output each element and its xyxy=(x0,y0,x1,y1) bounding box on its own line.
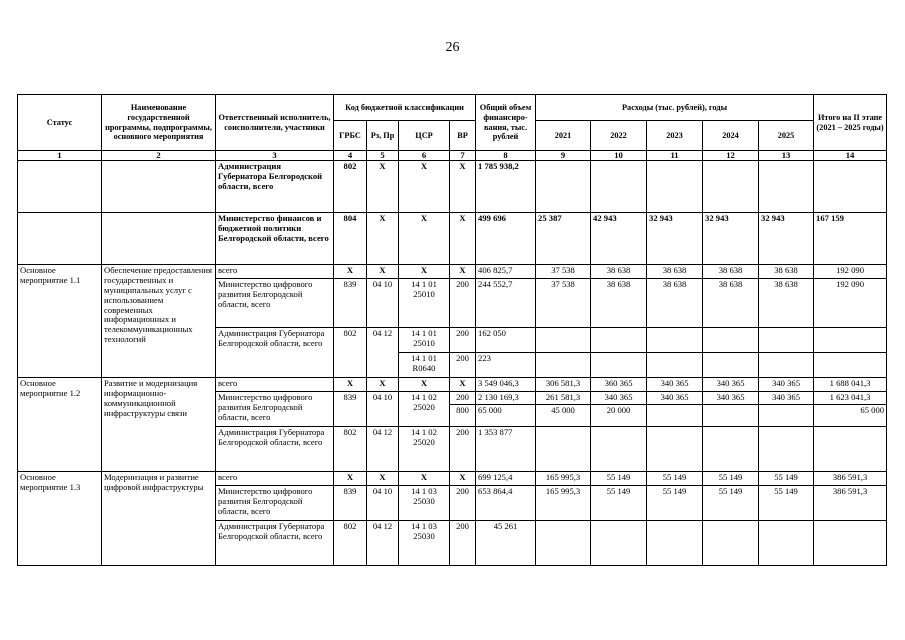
y2022-cell: 42 943 xyxy=(591,213,647,265)
itogo-cell: 386 591,3 xyxy=(814,472,887,486)
vr-cell: 200 xyxy=(450,427,476,472)
page-number: 26 xyxy=(445,40,460,55)
table-row xyxy=(18,472,887,486)
y2021-cell: 25 387 xyxy=(536,213,591,265)
y2021-cell: 45 000 xyxy=(536,405,591,427)
col-num: 9 xyxy=(536,151,591,161)
grbs-cell: 804 xyxy=(334,213,367,265)
col-num: 13 xyxy=(759,151,814,161)
grbs-cell: 802 xyxy=(334,161,367,213)
total-cell: 3 549 046,3 xyxy=(476,378,536,392)
col-num: 7 xyxy=(450,151,476,161)
y2023-cell: 38 638 xyxy=(647,279,703,328)
itogo-cell: 192 090 xyxy=(814,265,887,279)
itogo-cell: 167 159 xyxy=(814,213,887,265)
grbs-cell: 802 xyxy=(334,328,367,378)
budget-table xyxy=(17,94,887,566)
y2025-cell xyxy=(759,405,814,427)
y2025-cell: 38 638 xyxy=(759,279,814,328)
responsible-cell: Министерство цифрового развития Белгородской области, всего xyxy=(216,486,334,521)
rzpr-cell: Х xyxy=(367,378,399,392)
header-responsible: Ответственный исполнитель, соисполнители, участники xyxy=(216,95,334,151)
y2021-cell xyxy=(536,328,591,353)
header-vr: ВР xyxy=(450,121,476,151)
vr-cell: 200 xyxy=(450,486,476,521)
header-total-volume: Общий объем финансиро-вания, тыс. рублей xyxy=(476,95,536,151)
y2021-cell: 261 581,3 xyxy=(536,392,591,405)
csr-cell: 14 1 03 25030 xyxy=(399,521,450,566)
y2024-cell xyxy=(703,521,759,566)
y2024-cell: 38 638 xyxy=(703,279,759,328)
header-name: Наименование государственной программы, подпрограммы, основного мероприятия xyxy=(102,95,216,151)
itogo-cell xyxy=(814,353,887,378)
col-num: 4 xyxy=(334,151,367,161)
header-itogo: Итого на II этапе (2021 – 2025 годы) xyxy=(814,95,887,151)
itogo-cell: 1 688 041,3 xyxy=(814,378,887,392)
total-cell: 653 864,4 xyxy=(476,486,536,521)
rzpr-cell: Х xyxy=(367,213,399,265)
name-cell xyxy=(102,213,216,265)
total-cell: 699 125,4 xyxy=(476,472,536,486)
header-2022: 2022 xyxy=(591,121,647,151)
y2025-cell: 55 149 xyxy=(759,472,814,486)
table-row xyxy=(18,378,887,392)
vr-cell: Х xyxy=(450,213,476,265)
responsible-cell: Администрация Губернатора Белгородской области, всего xyxy=(216,427,334,472)
y2025-cell: 32 943 xyxy=(759,213,814,265)
y2023-cell xyxy=(647,161,703,213)
y2023-cell: 55 149 xyxy=(647,472,703,486)
responsible-cell: всего xyxy=(216,472,334,486)
y2025-cell xyxy=(759,328,814,353)
y2025-cell xyxy=(759,427,814,472)
csr-cell: Х xyxy=(399,161,450,213)
y2025-cell xyxy=(759,161,814,213)
itogo-cell xyxy=(814,328,887,353)
y2022-cell: 360 365 xyxy=(591,378,647,392)
responsible-cell: Администрация Губернатора Белгородской области, всего xyxy=(216,161,334,213)
y2024-cell xyxy=(703,405,759,427)
total-cell: 2 130 169,3 xyxy=(476,392,536,405)
y2022-cell xyxy=(591,427,647,472)
col-num: 8 xyxy=(476,151,536,161)
total-cell: 406 825,7 xyxy=(476,265,536,279)
y2024-cell xyxy=(703,328,759,353)
csr-cell: Х xyxy=(399,213,450,265)
column-number-row xyxy=(18,151,887,161)
responsible-cell: Министерство финансов и бюджетной политики Белгородской области, всего xyxy=(216,213,334,265)
y2024-cell: 38 638 xyxy=(703,265,759,279)
csr-cell: 14 1 01 R0640 xyxy=(399,353,450,378)
rzpr-cell: Х xyxy=(367,161,399,213)
csr-cell: 14 1 01 25010 xyxy=(399,328,450,353)
y2022-cell: 55 149 xyxy=(591,486,647,521)
y2022-cell xyxy=(591,328,647,353)
total-cell: 45 261 xyxy=(476,521,536,566)
vr-cell: Х xyxy=(450,265,476,279)
responsible-cell: Администрация Губернатора Белгородской области, всего xyxy=(216,328,334,378)
y2024-cell: 32 943 xyxy=(703,213,759,265)
y2023-cell xyxy=(647,427,703,472)
status-cell xyxy=(18,161,102,213)
y2021-cell xyxy=(536,353,591,378)
csr-cell: 14 1 03 25030 xyxy=(399,486,450,521)
y2024-cell: 55 149 xyxy=(703,472,759,486)
y2023-cell: 32 943 xyxy=(647,213,703,265)
y2022-cell: 340 365 xyxy=(591,392,647,405)
responsible-cell: Министерство цифрового развития Белгородской области, всего xyxy=(216,279,334,328)
csr-cell: 14 1 02 25020 xyxy=(399,392,450,427)
col-num: 11 xyxy=(647,151,703,161)
col-num: 5 xyxy=(367,151,399,161)
vr-cell: Х xyxy=(450,378,476,392)
status-cell xyxy=(18,213,102,265)
grbs-cell: Х xyxy=(334,378,367,392)
header-status: Статус xyxy=(18,95,102,151)
y2025-cell: 38 638 xyxy=(759,265,814,279)
rzpr-cell: 04 10 xyxy=(367,279,399,328)
csr-cell: Х xyxy=(399,378,450,392)
col-num: 10 xyxy=(591,151,647,161)
rzpr-cell: Х xyxy=(367,265,399,279)
table-row xyxy=(18,213,887,265)
y2021-cell xyxy=(536,521,591,566)
responsible-cell: всего xyxy=(216,265,334,279)
y2021-cell xyxy=(536,427,591,472)
csr-cell: 14 1 02 25020 xyxy=(399,427,450,472)
y2023-cell: 340 365 xyxy=(647,392,703,405)
total-cell: 162 050 xyxy=(476,328,536,353)
y2021-cell: 165 995,3 xyxy=(536,472,591,486)
itogo-cell: 1 623 041,3 xyxy=(814,392,887,405)
vr-cell: 200 xyxy=(450,521,476,566)
itogo-cell: 386 591,3 xyxy=(814,486,887,521)
header-budget-code: Код бюджетной классификации xyxy=(334,95,476,121)
y2024-cell xyxy=(703,161,759,213)
y2022-cell: 38 638 xyxy=(591,279,647,328)
header-2024: 2024 xyxy=(703,121,759,151)
vr-cell: 200 xyxy=(450,279,476,328)
y2021-cell xyxy=(536,161,591,213)
y2021-cell: 37 538 xyxy=(536,265,591,279)
vr-cell: 200 xyxy=(450,392,476,405)
rzpr-cell: 04 12 xyxy=(367,328,399,378)
responsible-cell: Министерство цифрового развития Белгородской области, всего xyxy=(216,392,334,427)
itogo-cell: 192 090 xyxy=(814,279,887,328)
y2022-cell xyxy=(591,161,647,213)
rzpr-cell: 04 10 xyxy=(367,486,399,521)
header-rzpr: Рз, Пр xyxy=(367,121,399,151)
total-cell: 499 696 xyxy=(476,213,536,265)
y2022-cell: 38 638 xyxy=(591,265,647,279)
vr-cell: 200 xyxy=(450,328,476,353)
name-cell: Развитие и модернизация информационно-коммуникационной инфраструктуры связи xyxy=(102,378,216,472)
header-2025: 2025 xyxy=(759,121,814,151)
y2022-cell: 55 149 xyxy=(591,472,647,486)
rzpr-cell: 04 12 xyxy=(367,427,399,472)
rzpr-cell: 04 12 xyxy=(367,521,399,566)
grbs-cell: 839 xyxy=(334,279,367,328)
y2025-cell: 340 365 xyxy=(759,392,814,405)
y2025-cell: 55 149 xyxy=(759,486,814,521)
y2023-cell xyxy=(647,353,703,378)
csr-cell: Х xyxy=(399,265,450,279)
status-cell: Основное мероприятие 1.2 xyxy=(18,378,102,472)
name-cell: Модернизация и развитие цифровой инфраструктуры xyxy=(102,472,216,566)
col-num: 12 xyxy=(703,151,759,161)
y2024-cell: 55 149 xyxy=(703,486,759,521)
y2024-cell: 340 365 xyxy=(703,378,759,392)
table-row xyxy=(18,161,887,213)
total-cell: 65 000 xyxy=(476,405,536,427)
y2023-cell: 340 365 xyxy=(647,378,703,392)
grbs-cell: 839 xyxy=(334,486,367,521)
y2021-cell: 37 538 xyxy=(536,279,591,328)
csr-cell: Х xyxy=(399,472,450,486)
y2024-cell: 340 365 xyxy=(703,392,759,405)
col-num: 3 xyxy=(216,151,334,161)
total-cell: 244 552,7 xyxy=(476,279,536,328)
header-csr: ЦСР xyxy=(399,121,450,151)
header-2021: 2021 xyxy=(536,121,591,151)
itogo-cell xyxy=(814,161,887,213)
header-expenses: Расходы (тыс. рублей), годы xyxy=(536,95,814,121)
itogo-cell: 65 000 xyxy=(814,405,887,427)
status-cell: Основное мероприятие 1.3 xyxy=(18,472,102,566)
col-num: 1 xyxy=(18,151,102,161)
col-num: 14 xyxy=(814,151,887,161)
y2022-cell xyxy=(591,353,647,378)
y2025-cell xyxy=(759,521,814,566)
grbs-cell: 802 xyxy=(334,427,367,472)
rzpr-cell: 04 10 xyxy=(367,392,399,427)
rzpr-cell: Х xyxy=(367,472,399,486)
csr-cell: 14 1 01 25010 xyxy=(399,279,450,328)
grbs-cell: Х xyxy=(334,265,367,279)
itogo-cell xyxy=(814,427,887,472)
total-cell: 1 785 938,2 xyxy=(476,161,536,213)
y2024-cell xyxy=(703,353,759,378)
y2023-cell: 38 638 xyxy=(647,265,703,279)
grbs-cell: Х xyxy=(334,472,367,486)
y2023-cell: 55 149 xyxy=(647,486,703,521)
total-cell: 223 xyxy=(476,353,536,378)
y2025-cell: 340 365 xyxy=(759,378,814,392)
y2024-cell xyxy=(703,427,759,472)
header-2023: 2023 xyxy=(647,121,703,151)
responsible-cell: Администрация Губернатора Белгородской области, всего xyxy=(216,521,334,566)
y2021-cell: 306 581,3 xyxy=(536,378,591,392)
vr-cell: 200 xyxy=(450,353,476,378)
total-cell: 1 353 877 xyxy=(476,427,536,472)
vr-cell: 800 xyxy=(450,405,476,427)
y2022-cell: 20 000 xyxy=(591,405,647,427)
itogo-cell xyxy=(814,521,887,566)
y2023-cell xyxy=(647,405,703,427)
y2023-cell xyxy=(647,328,703,353)
grbs-cell: 802 xyxy=(334,521,367,566)
y2023-cell xyxy=(647,521,703,566)
vr-cell: Х xyxy=(450,472,476,486)
y2025-cell xyxy=(759,353,814,378)
responsible-cell: всего xyxy=(216,378,334,392)
col-num: 2 xyxy=(102,151,216,161)
name-cell: Обеспечение предоставления государственных и муниципальных услуг с использованием современных информационных и телекоммуникационных технологий xyxy=(102,265,216,378)
grbs-cell: 839 xyxy=(334,392,367,427)
y2022-cell xyxy=(591,521,647,566)
header-grbs: ГРБС xyxy=(334,121,367,151)
status-cell: Основное мероприятие 1.1 xyxy=(18,265,102,378)
y2021-cell: 165 995,3 xyxy=(536,486,591,521)
table-row xyxy=(18,265,887,279)
vr-cell: Х xyxy=(450,161,476,213)
col-num: 6 xyxy=(399,151,450,161)
name-cell xyxy=(102,161,216,213)
